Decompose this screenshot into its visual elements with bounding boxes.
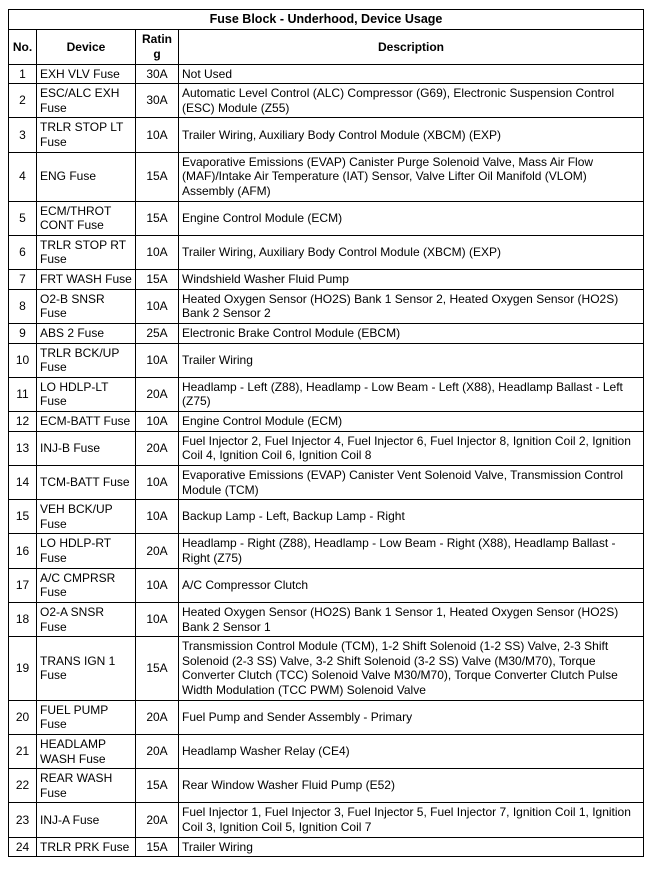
table-row xyxy=(9,84,644,118)
cell-description: Trailer Wiring xyxy=(179,343,644,377)
cell-device: TRLR PRK Fuse xyxy=(37,837,136,857)
table-row xyxy=(9,152,644,201)
cell-description: Evaporative Emissions (EVAP) Canister Vent Solenoid Valve, Transmission Control Module (TCM) xyxy=(179,465,644,499)
cell-description: Trailer Wiring, Auxiliary Body Control Module (XBCM) (EXP) xyxy=(179,235,644,269)
table-row xyxy=(9,377,644,411)
cell-rating: 15A xyxy=(136,152,179,201)
table-row xyxy=(9,700,644,734)
cell-no: 19 xyxy=(9,637,37,701)
cell-no: 21 xyxy=(9,734,37,768)
cell-no: 16 xyxy=(9,534,37,568)
cell-description: Windshield Washer Fluid Pump xyxy=(179,270,644,290)
cell-description: Electronic Brake Control Module (EBCM) xyxy=(179,323,644,343)
column-header-description: Description xyxy=(179,30,644,64)
cell-description: Fuel Injector 2, Fuel Injector 4, Fuel Injector 6, Fuel Injector 8, Ignition Coil 2, Ignition Coil 4, Ignition Coil 6, Ignition Coil 8 xyxy=(179,431,644,465)
cell-no: 15 xyxy=(9,500,37,534)
table-row xyxy=(9,289,644,323)
cell-no: 17 xyxy=(9,568,37,602)
cell-no: 12 xyxy=(9,412,37,432)
cell-description: Fuel Injector 1, Fuel Injector 3, Fuel Injector 5, Fuel Injector 7, Ignition Coil 1, Ignition Coil 3, Ignition Coil 5, Ignition Coil 7 xyxy=(179,803,644,837)
cell-device: INJ-B Fuse xyxy=(37,431,136,465)
column-header-no: No. xyxy=(9,30,37,64)
cell-rating: 20A xyxy=(136,734,179,768)
cell-no: 22 xyxy=(9,769,37,803)
cell-device: TRLR BCK/UP Fuse xyxy=(37,343,136,377)
cell-device: A/C CMPRSR Fuse xyxy=(37,568,136,602)
cell-no: 18 xyxy=(9,602,37,636)
cell-rating: 15A xyxy=(136,837,179,857)
column-header-device: Device xyxy=(37,30,136,64)
table-row xyxy=(9,803,644,837)
cell-description: Heated Oxygen Sensor (HO2S) Bank 1 Sensor 1, Heated Oxygen Sensor (HO2S) Bank 2 Sensor 1 xyxy=(179,602,644,636)
cell-rating: 20A xyxy=(136,803,179,837)
cell-no: 13 xyxy=(9,431,37,465)
table-row xyxy=(9,534,644,568)
table-title: Fuse Block - Underhood, Device Usage xyxy=(9,10,644,30)
cell-rating: 10A xyxy=(136,235,179,269)
cell-rating: 30A xyxy=(136,64,179,84)
cell-rating: 20A xyxy=(136,377,179,411)
cell-rating: 25A xyxy=(136,323,179,343)
table-row xyxy=(9,769,644,803)
cell-no: 20 xyxy=(9,700,37,734)
cell-no: 3 xyxy=(9,118,37,152)
cell-no: 1 xyxy=(9,64,37,84)
cell-no: 24 xyxy=(9,837,37,857)
cell-device: LO HDLP-RT Fuse xyxy=(37,534,136,568)
cell-description: Headlamp Washer Relay (CE4) xyxy=(179,734,644,768)
cell-device: ENG Fuse xyxy=(37,152,136,201)
cell-device: TRANS IGN 1 Fuse xyxy=(37,637,136,701)
table-row xyxy=(9,343,644,377)
cell-no: 14 xyxy=(9,465,37,499)
cell-rating: 20A xyxy=(136,431,179,465)
table-row xyxy=(9,568,644,602)
cell-device: ABS 2 Fuse xyxy=(37,323,136,343)
table-row xyxy=(9,201,644,235)
cell-description: Headlamp - Left (Z88), Headlamp - Low Beam - Left (X88), Headlamp Ballast - Left (Z75) xyxy=(179,377,644,411)
cell-description: Rear Window Washer Fluid Pump (E52) xyxy=(179,769,644,803)
cell-description: Engine Control Module (ECM) xyxy=(179,201,644,235)
cell-device: ECM-BATT Fuse xyxy=(37,412,136,432)
cell-device: TRLR STOP LT Fuse xyxy=(37,118,136,152)
cell-description: Heated Oxygen Sensor (HO2S) Bank 1 Sensor 2, Heated Oxygen Sensor (HO2S) Bank 2 Sensor 2 xyxy=(179,289,644,323)
cell-device: ECM/THROT CONT Fuse xyxy=(37,201,136,235)
table-row xyxy=(9,270,644,290)
cell-rating: 20A xyxy=(136,534,179,568)
cell-no: 6 xyxy=(9,235,37,269)
cell-rating: 10A xyxy=(136,465,179,499)
cell-rating: 15A xyxy=(136,769,179,803)
cell-device: VEH BCK/UP Fuse xyxy=(37,500,136,534)
cell-device: TCM-BATT Fuse xyxy=(37,465,136,499)
cell-rating: 10A xyxy=(136,568,179,602)
table-row xyxy=(9,602,644,636)
cell-description: Trailer Wiring xyxy=(179,837,644,857)
fuse-table-body xyxy=(9,64,644,857)
cell-rating: 10A xyxy=(136,412,179,432)
cell-no: 23 xyxy=(9,803,37,837)
cell-description: Fuel Pump and Sender Assembly - Primary xyxy=(179,700,644,734)
cell-rating: 20A xyxy=(136,700,179,734)
cell-rating: 15A xyxy=(136,201,179,235)
cell-device: FRT WASH Fuse xyxy=(37,270,136,290)
table-row xyxy=(9,465,644,499)
table-row xyxy=(9,118,644,152)
cell-device: HEADLAMP WASH Fuse xyxy=(37,734,136,768)
cell-description: Evaporative Emissions (EVAP) Canister Purge Solenoid Valve, Mass Air Flow (MAF)/Intake Air Temperature (IAT) Sensor, Valve Lifter Oil Manifold (VLOM) Assembly (AFM) xyxy=(179,152,644,201)
table-header-row xyxy=(9,30,644,64)
cell-device: INJ-A Fuse xyxy=(37,803,136,837)
cell-description: Backup Lamp - Left, Backup Lamp - Right xyxy=(179,500,644,534)
cell-device: ESC/ALC EXH Fuse xyxy=(37,84,136,118)
cell-no: 10 xyxy=(9,343,37,377)
table-row xyxy=(9,412,644,432)
table-row xyxy=(9,837,644,857)
table-row xyxy=(9,64,644,84)
cell-description: Automatic Level Control (ALC) Compressor (G69), Electronic Suspension Control (ESC) Module (Z55) xyxy=(179,84,644,118)
cell-no: 2 xyxy=(9,84,37,118)
cell-rating: 15A xyxy=(136,637,179,701)
cell-description: A/C Compressor Clutch xyxy=(179,568,644,602)
table-row xyxy=(9,500,644,534)
cell-rating: 10A xyxy=(136,343,179,377)
cell-device: TRLR STOP RT Fuse xyxy=(37,235,136,269)
table-row xyxy=(9,734,644,768)
cell-device: EXH VLV Fuse xyxy=(37,64,136,84)
cell-no: 11 xyxy=(9,377,37,411)
table-row xyxy=(9,235,644,269)
cell-rating: 10A xyxy=(136,602,179,636)
cell-description: Engine Control Module (ECM) xyxy=(179,412,644,432)
cell-no: 9 xyxy=(9,323,37,343)
table-row xyxy=(9,323,644,343)
cell-device: LO HDLP-LT Fuse xyxy=(37,377,136,411)
cell-description: Transmission Control Module (TCM), 1-2 Shift Solenoid (1-2 SS) Valve, 2-3 Shift Solenoid (2-3 SS) Valve, 3-2 Shift Solenoid (3-2 SS) Valve (M30/M70), Torque Converter Clutch (TCC) Solenoid Valve M30/M70), Torque Converter Clutch Pulse Width Modulation (TCC PWM) Solenoid Valve xyxy=(179,637,644,701)
cell-device: REAR WASH Fuse xyxy=(37,769,136,803)
cell-no: 8 xyxy=(9,289,37,323)
cell-description: Not Used xyxy=(179,64,644,84)
table-row xyxy=(9,637,644,701)
table-title-row xyxy=(9,10,644,30)
cell-rating: 30A xyxy=(136,84,179,118)
cell-device: O2-B SNSR Fuse xyxy=(37,289,136,323)
cell-rating: 15A xyxy=(136,270,179,290)
cell-no: 5 xyxy=(9,201,37,235)
cell-rating: 10A xyxy=(136,118,179,152)
cell-device: FUEL PUMP Fuse xyxy=(37,700,136,734)
cell-rating: 10A xyxy=(136,500,179,534)
cell-description: Headlamp - Right (Z88), Headlamp - Low Beam - Right (X88), Headlamp Ballast - Right (Z75) xyxy=(179,534,644,568)
table-row xyxy=(9,431,644,465)
fuse-block-table xyxy=(8,9,644,857)
column-header-rating: Rating xyxy=(136,30,179,64)
cell-rating: 10A xyxy=(136,289,179,323)
cell-no: 7 xyxy=(9,270,37,290)
cell-description: Trailer Wiring, Auxiliary Body Control Module (XBCM) (EXP) xyxy=(179,118,644,152)
cell-no: 4 xyxy=(9,152,37,201)
cell-device: O2-A SNSR Fuse xyxy=(37,602,136,636)
